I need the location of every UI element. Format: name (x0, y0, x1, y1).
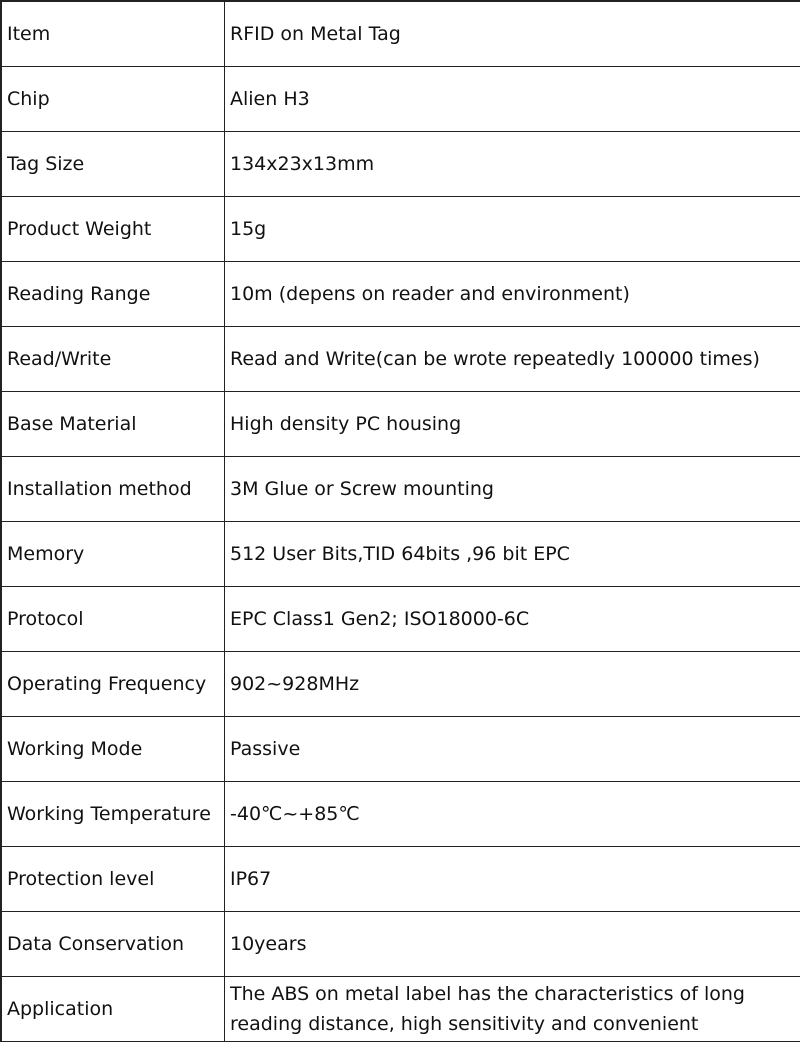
table-row-product-weight (1, 197, 800, 262)
row-label: Operating Frequency (1, 652, 225, 717)
table-row-installation-method (1, 457, 800, 522)
row-value: 134x23x13mm (225, 132, 800, 197)
row-label: Chip (1, 67, 225, 132)
row-value: Read and Write(can be wrote repeatedly 100000 times) (225, 327, 800, 392)
row-value: 15g (225, 197, 800, 262)
row-value: EPC Class1 Gen2; ISO18000-6C (225, 587, 800, 652)
table-row-tag-size (1, 132, 800, 197)
table-row-chip (1, 67, 800, 132)
row-label: Read/Write (1, 327, 225, 392)
row-label: Base Material (1, 392, 225, 457)
row-label: Data Conservation (1, 912, 225, 977)
table-row-data-conservation (1, 912, 800, 977)
row-value: Alien H3 (225, 67, 800, 132)
row-value: High density PC housing (225, 392, 800, 457)
spec-table-body (1, 1, 800, 1042)
row-label: Memory (1, 522, 225, 587)
table-row-working-mode (1, 717, 800, 782)
table-row-base-material (1, 392, 800, 457)
row-label: Product Weight (1, 197, 225, 262)
row-label: Installation method (1, 457, 225, 522)
table-row-application (1, 977, 800, 1042)
table-row-protection-level (1, 847, 800, 912)
row-value: -40℃~+85℃ (225, 782, 800, 847)
table-row-read-write (1, 327, 800, 392)
row-label: Item (1, 1, 225, 67)
row-value: 10years (225, 912, 800, 977)
row-label: Working Mode (1, 717, 225, 782)
row-label: Tag Size (1, 132, 225, 197)
row-value: 512 User Bits,TID 64bits ,96 bit EPC (225, 522, 800, 587)
row-value: 3M Glue or Screw mounting (225, 457, 800, 522)
row-label: Working Temperature (1, 782, 225, 847)
row-value: Passive (225, 717, 800, 782)
row-value: IP67 (225, 847, 800, 912)
row-label: Protocol (1, 587, 225, 652)
table-row-item (1, 1, 800, 67)
table-row-operating-frequency (1, 652, 800, 717)
row-value: RFID on Metal Tag (225, 1, 800, 67)
table-row-memory (1, 522, 800, 587)
row-value: The ABS on metal label has the characteristics of long reading distance, high sensitivity and convenient (225, 977, 800, 1042)
row-value: 10m (depens on reader and environment) (225, 262, 800, 327)
row-label: Protection level (1, 847, 225, 912)
table-row-reading-range (1, 262, 800, 327)
table-row-working-temperature (1, 782, 800, 847)
table-row-protocol (1, 587, 800, 652)
row-label: Reading Range (1, 262, 225, 327)
row-value: 902~928MHz (225, 652, 800, 717)
row-label: Application (1, 977, 225, 1042)
